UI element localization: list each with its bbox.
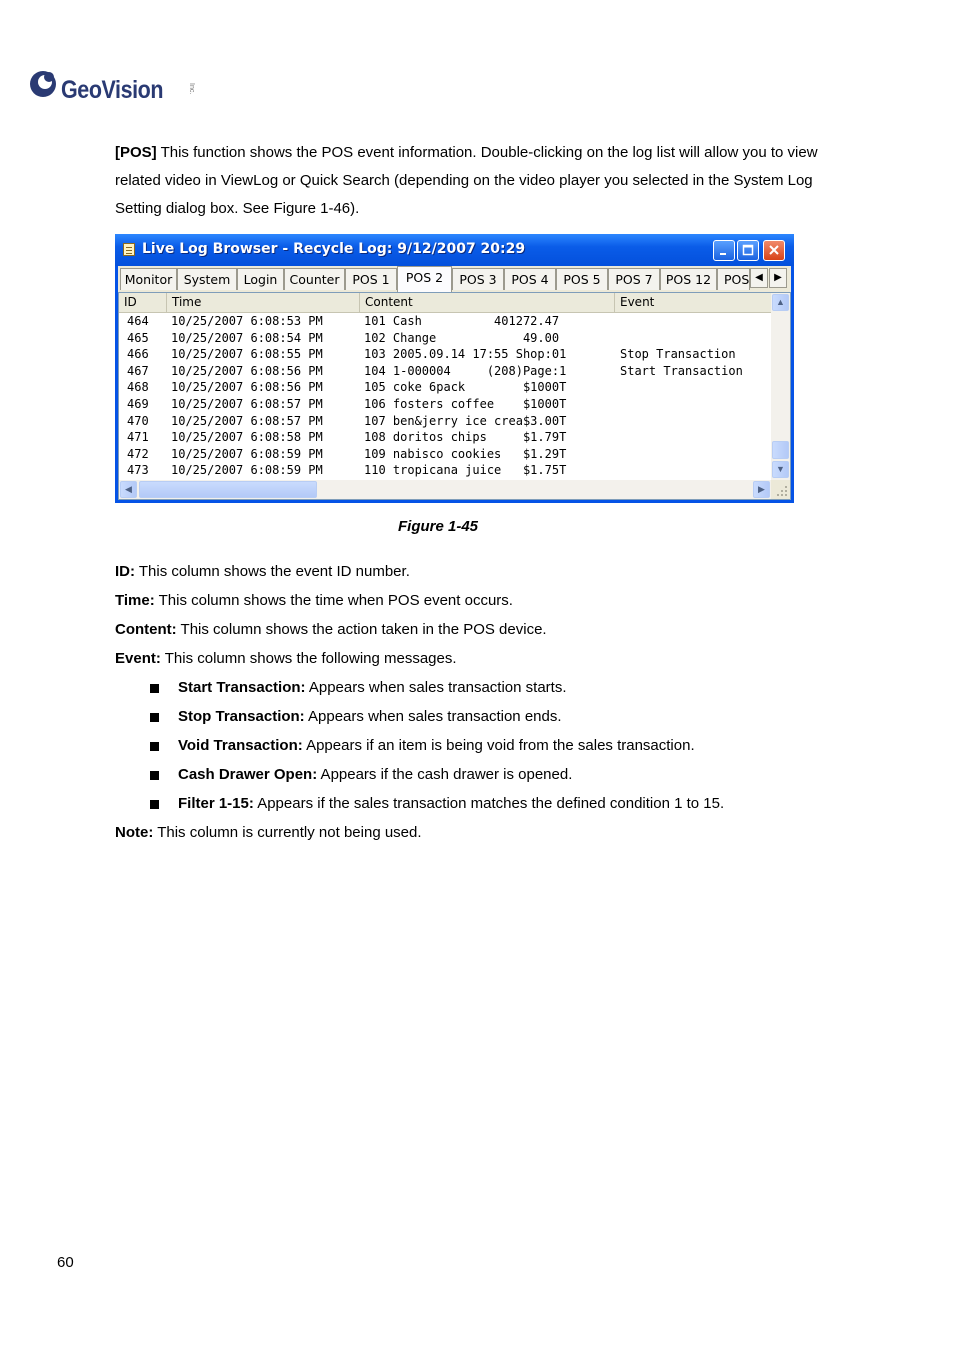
tab-pos-7[interactable]: POS 7	[608, 268, 660, 290]
table-row[interactable]	[119, 429, 771, 446]
triangle-right-icon: ▶	[774, 272, 782, 283]
horizontal-scroll-thumb[interactable]	[139, 481, 317, 498]
close-icon	[768, 244, 780, 256]
bullet-item	[115, 702, 855, 731]
cell-time: 10/25/2007 6:08:57 PM	[171, 413, 323, 428]
square-bullet-icon	[150, 800, 159, 809]
square-bullet-icon	[150, 742, 159, 751]
column-header-event[interactable]: Event	[620, 295, 655, 309]
window-client	[118, 266, 791, 500]
cell-time: 10/25/2007 6:08:59 PM	[171, 463, 323, 478]
column-header-id[interactable]: ID	[119, 293, 167, 312]
cell-id: 472	[127, 446, 149, 461]
logo-reg-mark: Inc.	[188, 83, 195, 95]
title-bar[interactable]	[115, 234, 794, 266]
cell-id: 468	[127, 380, 149, 395]
tab-system[interactable]: System	[177, 268, 237, 290]
definition-text: This column shows the time when POS event occurs.	[154, 592, 513, 609]
cell-content: 107 ben&jerry ice crea$3.00T	[364, 413, 567, 428]
cell-id: 470	[127, 413, 149, 428]
triangle-left-icon: ◀	[755, 272, 763, 283]
tab-monitor[interactable]: Monitor	[120, 268, 177, 290]
figure-caption: Figure 1-45	[398, 518, 479, 535]
minimize-icon	[719, 246, 729, 256]
column-header-time[interactable]: Time	[167, 293, 360, 312]
square-bullet-icon	[150, 771, 159, 780]
chevron-left-icon: ◀	[125, 484, 132, 494]
table-row[interactable]	[119, 330, 771, 347]
table-row[interactable]	[119, 462, 771, 479]
bullet-text: Appears if an item is being void from the sales transaction.	[302, 737, 695, 754]
bullet-label: Void Transaction:	[178, 737, 303, 754]
bullet-item	[115, 760, 855, 789]
resize-grip[interactable]	[771, 480, 790, 499]
note-label: Note:	[115, 824, 154, 841]
definition-id	[115, 557, 855, 586]
cell-content: 109 nabisco cookies $1.29T	[364, 446, 567, 461]
logo-text: GeoVision	[61, 76, 164, 104]
definition-text: This column shows the following messages.	[160, 650, 457, 667]
definition-content	[115, 615, 855, 644]
definition-text: This column shows the event ID number.	[135, 563, 410, 580]
cell-content: 108 doritos chips $1.79T	[364, 430, 567, 445]
tab-pos-partial[interactable]: POS	[717, 268, 750, 290]
scroll-down-button[interactable]	[772, 461, 789, 478]
bullet-label: Cash Drawer Open:	[178, 766, 318, 783]
log-window-icon	[123, 243, 135, 256]
cell-content: 106 fosters coffee $1000T	[364, 396, 567, 411]
column-header-content[interactable]: Content	[360, 293, 615, 312]
table-row[interactable]	[119, 446, 771, 463]
intro-paragraph	[115, 139, 840, 223]
bullet-text: Appears if the cash drawer is opened.	[317, 766, 573, 783]
cell-time: 10/25/2007 6:08:55 PM	[171, 347, 323, 362]
cell-content: 110 tropicana juice $1.75T	[364, 463, 567, 478]
cell-id: 471	[127, 430, 149, 445]
cell-id: 465	[127, 330, 149, 345]
scroll-right-button[interactable]	[753, 481, 770, 498]
bullet-label: Stop Transaction:	[178, 708, 305, 725]
cell-time: 10/25/2007 6:08:59 PM	[171, 446, 323, 461]
definition-label: Time:	[115, 592, 155, 609]
cell-id: 467	[127, 363, 149, 378]
tab-login[interactable]: Login	[237, 268, 284, 290]
table-row[interactable]	[119, 313, 771, 330]
bullet-item	[115, 731, 855, 760]
cell-content: 104 1-000004 (208)Page:1	[364, 363, 567, 378]
table-row[interactable]	[119, 396, 771, 413]
cell-content: 103 2005.09.14 17:55 Shop:01	[364, 347, 567, 362]
tab-pos-12[interactable]: POS 12	[660, 268, 717, 290]
table-row[interactable]	[119, 363, 771, 380]
definition-event	[115, 644, 855, 673]
intro-label: [POS]	[115, 144, 157, 161]
scroll-up-button[interactable]	[772, 294, 789, 311]
bullet-text: Appears when sales transaction starts.	[305, 679, 567, 696]
cell-time: 10/25/2007 6:08:56 PM	[171, 380, 323, 395]
bullet-text: Appears when sales transaction ends.	[304, 708, 562, 725]
tab-pos-5[interactable]: POS 5	[556, 268, 608, 290]
cell-time: 10/25/2007 6:08:57 PM	[171, 396, 323, 411]
square-bullet-icon	[150, 713, 159, 722]
maximize-button[interactable]	[737, 240, 759, 261]
bullet-label: Filter 1-15:	[178, 795, 254, 812]
cell-time: 10/25/2007 6:08:58 PM	[171, 430, 323, 445]
cell-event: Stop Transaction	[620, 347, 736, 362]
tab-scroll-right-button[interactable]	[769, 268, 787, 288]
bullet-item	[115, 673, 855, 702]
resize-grip-icon	[771, 480, 790, 499]
cell-id: 469	[127, 396, 149, 411]
column-definitions	[115, 557, 855, 847]
bullet-label: Start Transaction:	[178, 679, 306, 696]
vertical-scroll-thumb[interactable]	[772, 441, 789, 459]
square-bullet-icon	[150, 684, 159, 693]
chevron-right-icon: ▶	[758, 484, 765, 494]
bullet-item	[115, 789, 855, 818]
tab-counter[interactable]: Counter	[284, 268, 345, 290]
bullet-text: Appears if the sales transaction matches the defined condition 1 to 15.	[253, 795, 725, 812]
vertical-scrollbar[interactable]	[771, 293, 790, 480]
live-log-browser-window	[115, 234, 794, 503]
cell-id: 464	[127, 314, 149, 328]
chevron-down-icon: ▼	[776, 464, 785, 474]
cell-content: 102 Change 49.00	[364, 330, 560, 345]
log-tabs	[118, 266, 791, 292]
table-row[interactable]	[119, 413, 771, 430]
definition-label: ID:	[115, 563, 135, 580]
tab-pos-3[interactable]: POS 3	[452, 268, 504, 290]
list-header	[119, 293, 771, 313]
table-row[interactable]	[119, 379, 771, 396]
cell-time: 10/25/2007 6:08:54 PM	[171, 330, 323, 345]
tab-scroll-left-button[interactable]	[750, 268, 768, 288]
horizontal-scrollbar[interactable]	[119, 480, 771, 499]
list-rows	[119, 313, 771, 479]
note-text: This column is currently not being used.	[153, 824, 422, 841]
log-list[interactable]	[118, 292, 791, 500]
definition-label: Event:	[115, 650, 161, 667]
page-number: 60	[57, 1254, 74, 1271]
cell-time: 10/25/2007 6:08:53 PM	[171, 314, 323, 328]
window-title: Live Log Browser - Recycle Log: 9/12/2007 20:29	[142, 241, 526, 257]
chevron-up-icon: ▲	[776, 297, 785, 307]
maximize-icon	[742, 244, 754, 256]
cell-content: 105 coke 6pack $1000T	[364, 380, 567, 395]
cell-id: 473	[127, 463, 149, 478]
table-row[interactable]	[119, 346, 771, 363]
cell-time: 10/25/2007 6:08:56 PM	[171, 363, 323, 378]
scroll-left-button[interactable]	[120, 481, 137, 498]
intro-text: This function shows the POS event information. Double-clicking on the log list will allow you to view related video in ViewLog or Quick Search (depending on the video player you selected in the System Log Setting dialog box. See Figure 1-46).	[115, 144, 818, 217]
tab-pos-1[interactable]: POS 1	[345, 268, 397, 290]
minimize-button[interactable]	[713, 240, 735, 261]
cell-content: 101 Cash 401272.47	[364, 314, 560, 328]
tab-pos-4[interactable]: POS 4	[504, 268, 556, 290]
geovision-logo-icon	[28, 68, 58, 98]
cell-event: Start Transaction	[620, 363, 743, 378]
definition-label: Content:	[115, 621, 177, 638]
note-line	[115, 818, 855, 847]
close-button[interactable]	[763, 240, 785, 261]
definition-time	[115, 586, 855, 615]
cell-id: 466	[127, 347, 149, 362]
definition-text: This column shows the action taken in the POS device.	[176, 621, 547, 638]
tab-pos-2[interactable]: POS 2	[397, 266, 452, 292]
